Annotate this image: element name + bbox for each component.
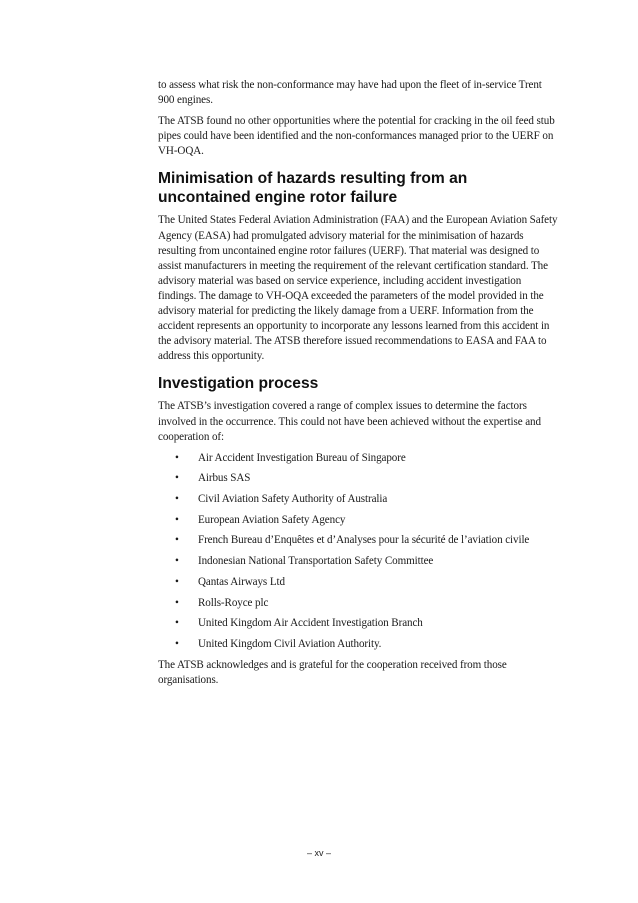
heading-investigation-process: Investigation process: [158, 375, 319, 393]
list-item: [158, 616, 558, 631]
bullet-icon: •: [175, 596, 179, 609]
organisation-name: Airbus SAS: [198, 472, 251, 485]
organisation-name: United Kingdom Air Accident Investigation Branch: [198, 617, 423, 630]
paragraph-advisory-material: The United States Federal Aviation Administration (FAA) and the European Aviation Safety Agency (EASA) had promulgated advisory material for the minimisation of hazards resulting from uncontained engine rotor failures (UERF). That material was designed to assist manufacturers in meeting the requirement of the relevant certification standard. The advisory material was based on service experience, including accident investigation findings. The damage to VH-OQA exceeded the parameters of the model provided in the advisory material for predicting the likely damage from a UERF. Information from the accident represents an opportunity to incorporate any lessons learned from this accident in the advisory material. The ATSB therefore issued recommendations to EASA and FAA to address this opportunity.: [158, 214, 558, 363]
list-item: [158, 513, 558, 528]
organisation-name: Air Accident Investigation Bureau of Singapore: [198, 451, 406, 464]
heading-minimisation-of-hazards: Minimisation of hazards resulting from an uncontained engine rotor failure: [158, 170, 468, 207]
organisation-name: Civil Aviation Safety Authority of Australia: [198, 493, 388, 506]
organisation-name: French Bureau d’Enquêtes et d’Analyses pour la sécurité de l’aviation civile: [198, 534, 530, 547]
list-item: [158, 596, 558, 611]
paragraph-continued: to assess what risk the non-conformance may have had upon the fleet of in-service Trent 900 engines.: [158, 79, 542, 107]
organisation-name: United Kingdom Civil Aviation Authority.: [198, 637, 382, 650]
list-item: [158, 471, 558, 486]
bullet-icon: •: [175, 637, 179, 650]
page-number: – xv –: [306, 848, 331, 858]
organisation-name: Indonesian National Transportation Safety Committee: [198, 555, 434, 568]
organisations-list: [158, 451, 558, 652]
bullet-icon: •: [175, 493, 179, 506]
bullet-icon: •: [175, 617, 179, 630]
paragraph-acknowledgement: The ATSB acknowledges and is grateful for the cooperation received from those organisations.: [158, 658, 507, 687]
bullet-icon: •: [175, 513, 179, 526]
organisation-name: European Aviation Safety Agency: [198, 513, 346, 526]
document-page: [158, 78, 558, 694]
paragraph-other-opportunities: The ATSB found no other opportunities where the potential for cracking in the oil feed stub pipes could have been identified and the non-conformances managed prior to the UERF on VH-OQA.: [158, 115, 555, 158]
organisation-name: Rolls-Royce plc: [198, 596, 269, 609]
organisation-name: Qantas Airways Ltd: [198, 575, 285, 588]
bullet-icon: •: [175, 555, 179, 568]
list-item: [158, 637, 558, 652]
list-item: [158, 492, 558, 507]
list-item: [158, 575, 558, 590]
list-item: [158, 533, 558, 548]
bullet-icon: •: [175, 472, 179, 485]
paragraph-investigation-intro: The ATSB’s investigation covered a range of complex issues to determine the factors involved in the occurrence. This could not have been achieved without the expertise and cooperation of:: [158, 400, 541, 443]
list-item: [158, 554, 558, 569]
bullet-icon: •: [175, 575, 179, 588]
list-item: [158, 451, 558, 466]
bullet-icon: •: [175, 534, 179, 547]
bullet-icon: •: [175, 451, 179, 464]
